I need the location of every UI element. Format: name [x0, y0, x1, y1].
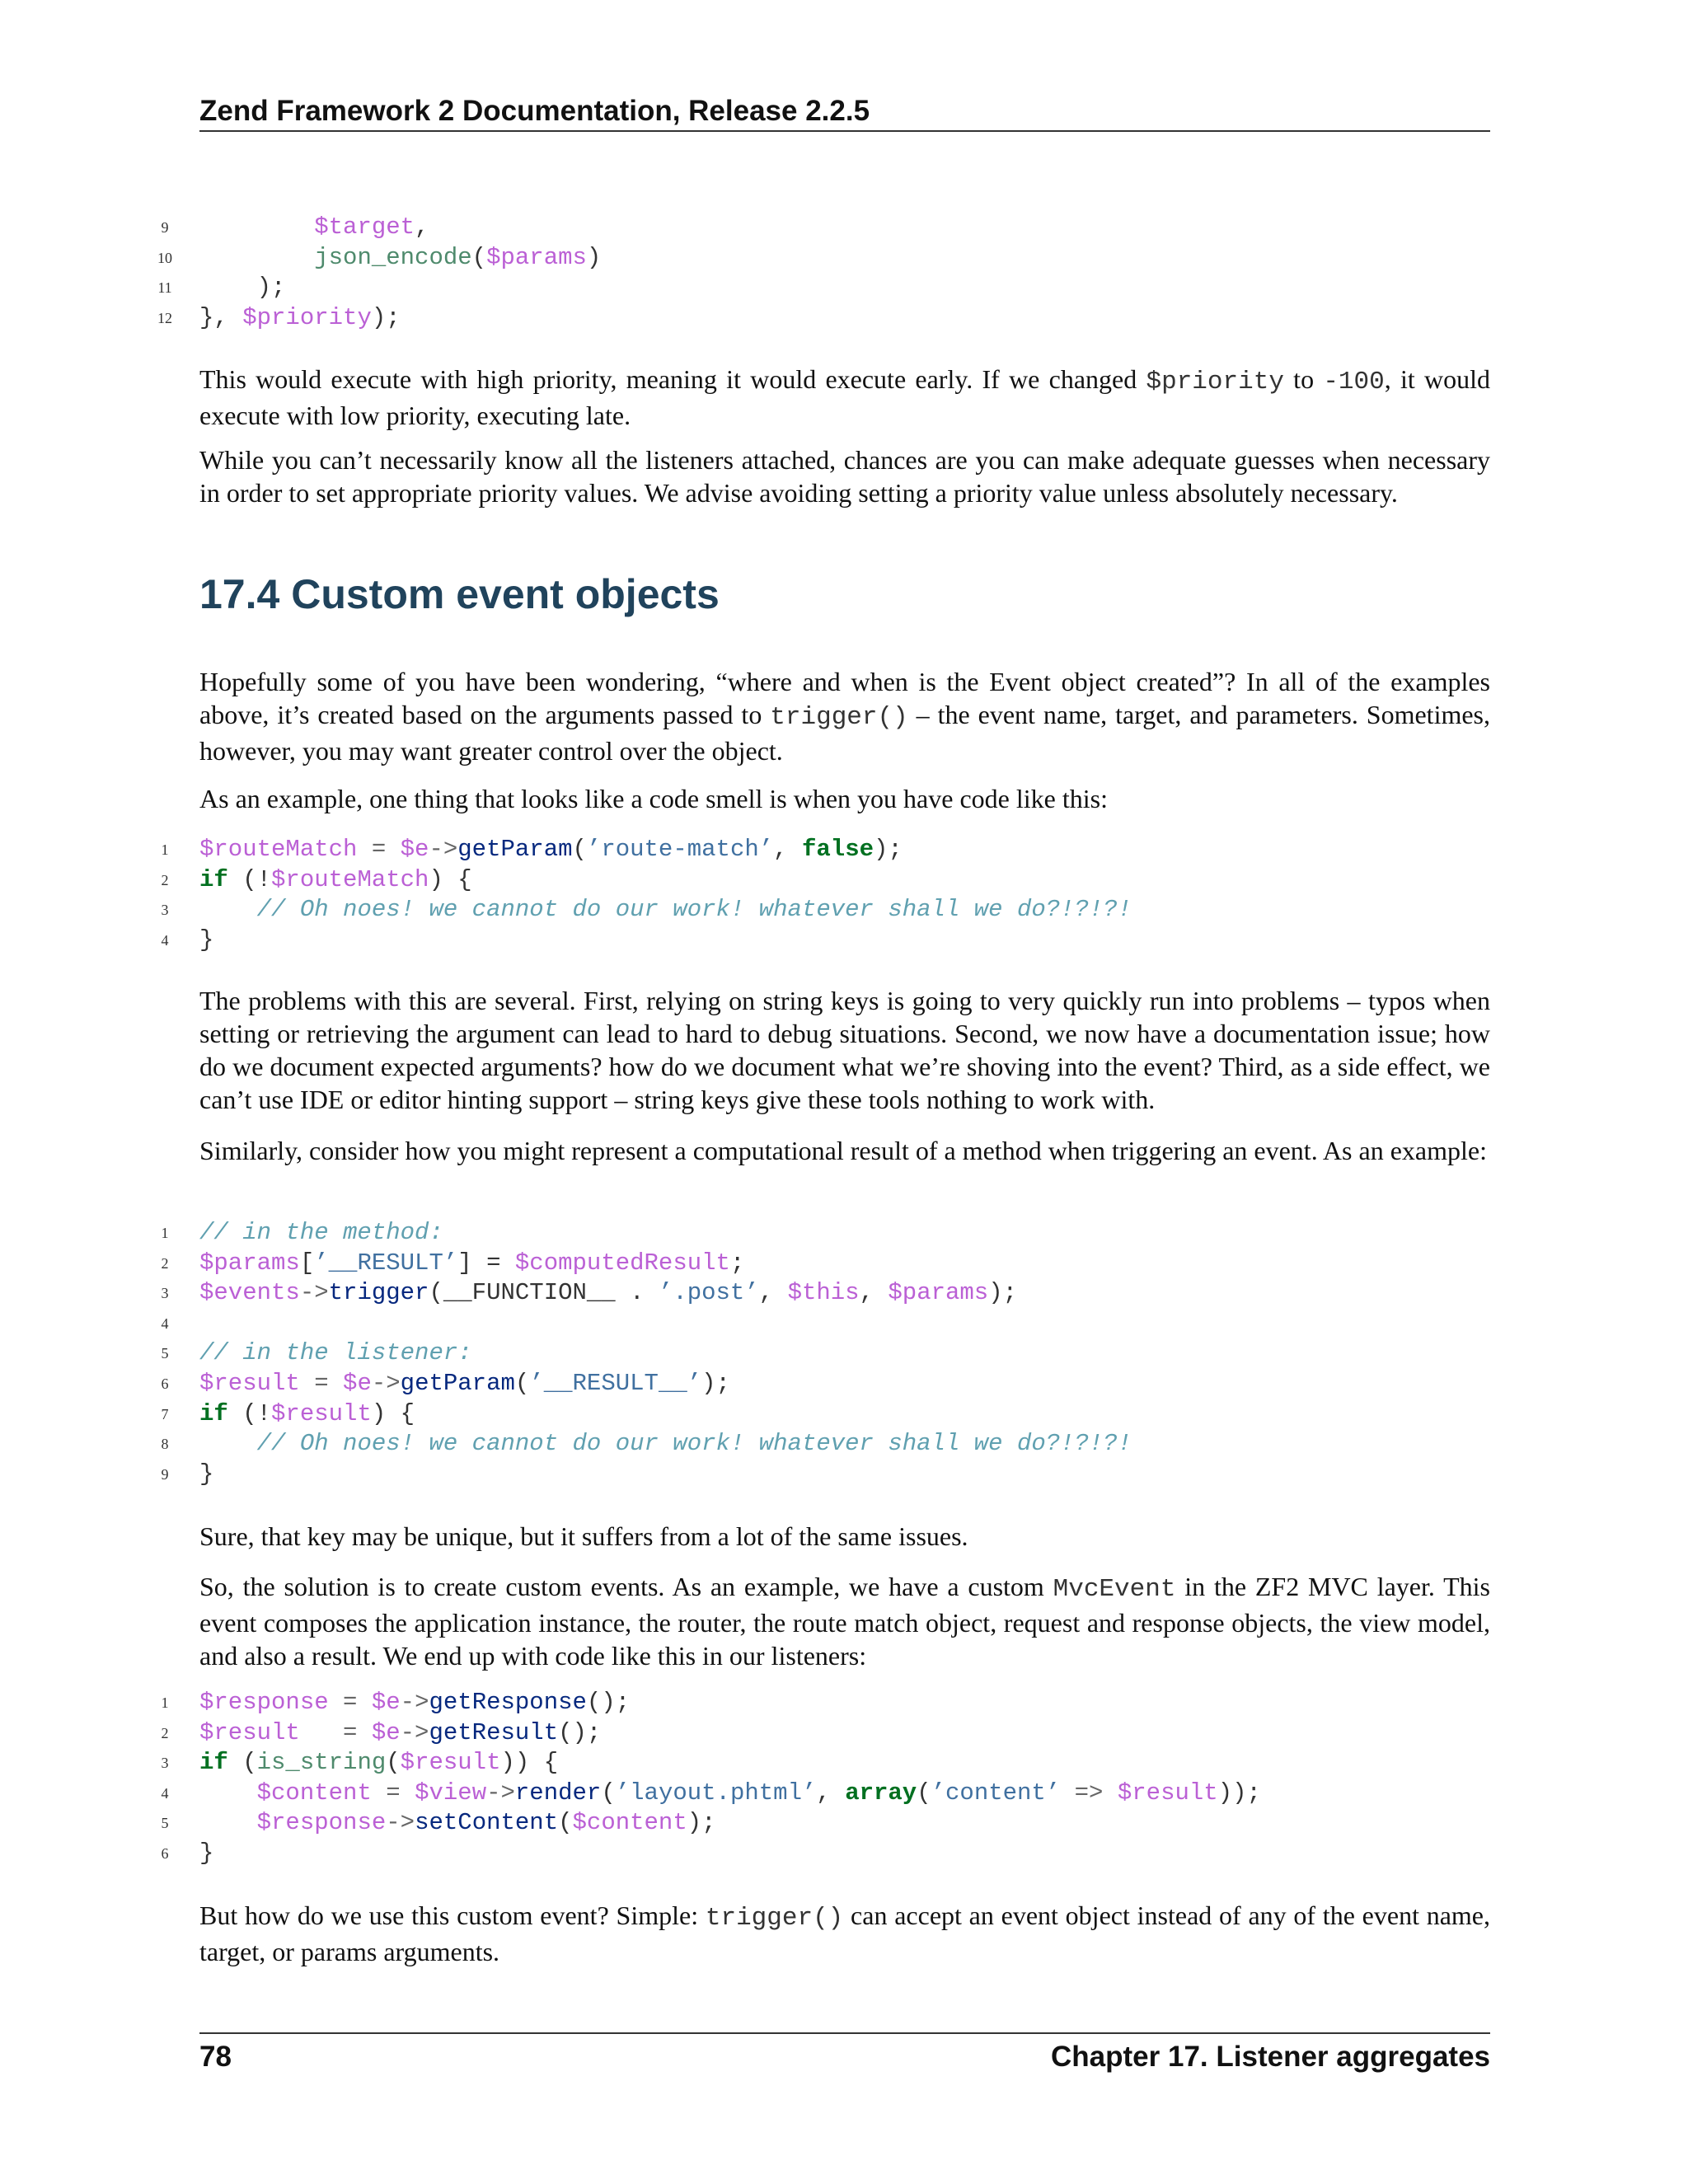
code-block-result-param	[157, 1218, 1492, 1489]
page-number: 78	[199, 2041, 232, 2073]
code-line	[157, 1309, 1492, 1339]
code-line	[157, 1748, 1492, 1779]
code-line	[157, 895, 1492, 926]
code-text: $events->trigger(__FUNCTION__ . ’.post’, $this, $params);	[199, 1279, 1018, 1307]
code-text: if (!$result) {	[199, 1399, 415, 1427]
code-text: $routeMatch = $e->getParam(’route-match’, false);	[199, 836, 903, 863]
code-text: $result = $e->getParam(’__RESULT__’);	[199, 1369, 730, 1397]
code-line	[157, 1249, 1492, 1279]
code-line	[157, 273, 1492, 303]
line-number: 4	[161, 931, 169, 949]
line-number: 1	[161, 1225, 169, 1241]
paragraph-trigger-usage: But how do we use this custom event? Simple: trigger() can accept an event object instead of any of the event name, target, or params arguments.	[199, 1900, 1491, 1966]
code-line	[157, 1369, 1492, 1399]
code-line	[157, 1779, 1492, 1809]
line-number: 6	[161, 1844, 169, 1862]
line-number: 6	[161, 1375, 169, 1392]
line-number: 3	[161, 902, 169, 919]
chapter-title: Chapter 17. Listener aggregates	[1051, 2041, 1490, 2073]
paragraph-computational-result: Similarly, consider how you might represent a computational result of a method when triggering an event. As an example:	[199, 1136, 1487, 1165]
paragraph-event-object-intro: Hopefully some of you have been wondering, “where and when is the Event object created”? In all of the examples above, it’s created based on the arguments passed to trigger() – the event name, target, and parameters. Sometimes, however, you may want greater control over the object.	[199, 667, 1491, 766]
line-number: 8	[161, 1436, 169, 1453]
code-text: }, $priority);	[199, 303, 401, 331]
code-text: $target,	[314, 213, 429, 241]
line-number: 4	[161, 1784, 169, 1802]
code-text: // in the method:	[199, 1219, 443, 1246]
line-number: 5	[161, 1345, 169, 1362]
code-text: // Oh noes! we cannot do our work! whatever shall we do?!?!?!	[256, 1430, 1132, 1458]
code-text: }	[199, 1460, 214, 1488]
code-text: }	[199, 926, 214, 954]
paragraph-code-smell-intro: As an example, one thing that looks like a code smell is when you have code like this:	[199, 784, 1108, 813]
line-number: 10	[157, 249, 172, 266]
code-line	[157, 926, 1492, 956]
code-block-route-match	[157, 835, 1492, 955]
code-block-mvc-event	[157, 1688, 1492, 1869]
code-text: $params[’__RESULT’] = $computedResult;	[199, 1249, 745, 1277]
line-number: 2	[161, 871, 169, 888]
line-number: 11	[157, 279, 172, 297]
code-text: // Oh noes! we cannot do our work! whatever shall we do?!?!?!	[256, 896, 1132, 924]
code-line	[157, 1429, 1492, 1460]
line-number: 5	[161, 1815, 169, 1832]
footer-rule	[199, 2032, 1490, 2034]
code-line	[157, 1338, 1492, 1369]
line-number: 2	[161, 1254, 169, 1272]
line-number: 3	[161, 1285, 169, 1302]
paragraph-problems: The problems with this are several. First, relying on string keys is going to very quickly run into problems – typos when setting or retrieving the argument can lead to hard to debug situations. Second, we now have a documentation issue; how do we document expected arguments? how do we document what we’re shoving into the event? Third, as a side effect, we can’t use IDE or editor hinting support – string keys give these tools nothing to work with.	[199, 986, 1490, 1114]
code-line	[157, 1278, 1492, 1309]
line-number: 3	[161, 1755, 169, 1772]
code-text: }	[199, 1839, 214, 1867]
running-header: Zend Framework 2 Documentation, Release 2.2.5	[199, 92, 1490, 132]
paragraph-priority-effect: This would execute with high priority, meaning it would execute early. If we changed $priority to -100, it would execute with low priority, executing late.	[199, 364, 1491, 430]
line-number: 2	[161, 1724, 169, 1741]
code-text: if (!$routeMatch) {	[199, 865, 472, 893]
code-text: // in the listener:	[199, 1339, 472, 1367]
line-number: 7	[161, 1405, 169, 1422]
code-line	[157, 835, 1492, 865]
code-text: $response = $e->getResponse();	[199, 1689, 631, 1716]
paragraph-custom-events: So, the solution is to create custom events. As an example, we have a custom MvcEvent in the ZF2 MVC layer. This event composes the application instance, the router, the route match object, request and response objects, the view model, and also a result. We end up with code like this in our listeners:	[199, 1572, 1491, 1671]
code-line	[157, 865, 1492, 896]
paragraph-priority-advice: While you can’t necessarily know all the listeners attached, chances are you can make adequate guesses when necessary in order to set appropriate priority values. We advise avoiding setting a priority value unless absolutely necessary.	[199, 445, 1490, 508]
code-line	[157, 1399, 1492, 1430]
code-text: json_encode($params)	[314, 243, 602, 271]
code-text: if (is_string($result)) {	[199, 1749, 559, 1777]
section-heading: 17.4 Custom event objects	[199, 571, 720, 617]
line-number: 9	[161, 1465, 169, 1483]
paragraph-key-issues: Sure, that key may be unique, but it suffers from a lot of the same issues.	[199, 1521, 968, 1551]
code-line	[157, 1839, 1492, 1869]
line-number: 4	[161, 1315, 169, 1332]
code-line	[157, 1688, 1492, 1718]
line-number: 1	[161, 841, 169, 858]
code-line	[157, 1808, 1492, 1839]
code-line	[157, 213, 1492, 243]
line-number: 1	[161, 1694, 169, 1711]
code-line	[157, 1718, 1492, 1749]
code-line	[157, 303, 1492, 334]
code-line	[157, 243, 1492, 274]
code-text: );	[256, 274, 286, 302]
code-line	[157, 1218, 1492, 1249]
code-text: $result = $e->getResult();	[199, 1718, 602, 1746]
code-block-priority-tail	[157, 213, 1492, 333]
code-text: $response->setContent($content);	[256, 1809, 716, 1837]
line-number: 12	[157, 309, 172, 326]
code-line	[157, 1460, 1492, 1490]
line-number: 9	[161, 219, 169, 236]
code-text: $content = $view->render(’layout.phtml’, array(’content’ => $result));	[256, 1779, 1261, 1807]
